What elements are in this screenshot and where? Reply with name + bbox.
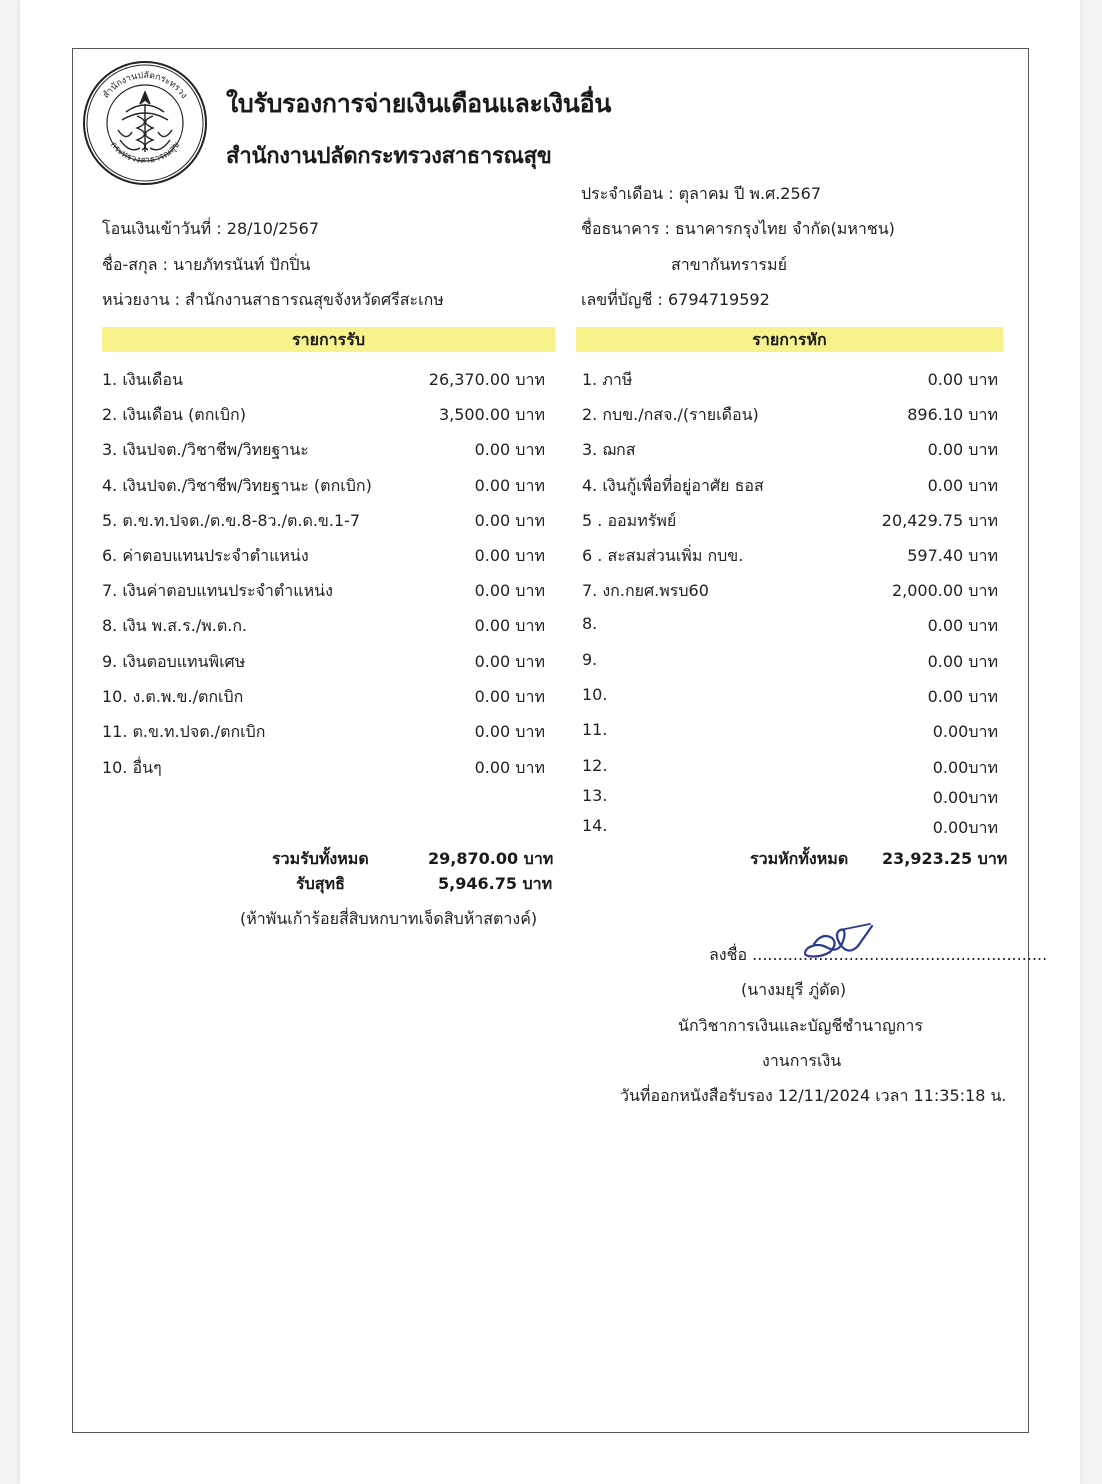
deductions-row — [582, 786, 998, 808]
income-item-amount: 0.00 บาท — [474, 722, 545, 741]
deductions-row — [582, 756, 998, 778]
deductions-row — [582, 816, 998, 838]
signer-name: (นางมยุรี ภู่ดัด) — [741, 980, 847, 999]
deductions-item-amount: 0.00บาท — [932, 722, 998, 741]
income-item-label: 6. ค่าตอบแทนประจำตำแหน่ง — [102, 546, 309, 565]
deductions-item-label: 11. — [582, 720, 608, 739]
deductions-row — [582, 685, 998, 707]
deductions-item-label: 12. — [582, 756, 608, 775]
income-row — [102, 544, 545, 566]
ministry-seal-icon — [82, 60, 208, 186]
income-row — [102, 368, 545, 390]
signer-department: งานการเงิน — [762, 1051, 842, 1070]
income-item-amount: 0.00 บาท — [474, 687, 545, 706]
deductions-row — [582, 509, 998, 531]
deductions-item-label: 6 . สะสมส่วนเพิ่ม กบข. — [582, 546, 744, 565]
deductions-header: รายการหัก — [576, 327, 1003, 352]
account-number: เลขที่บัญชี : 6794719592 — [581, 290, 770, 309]
income-item-label: 7. เงินค่าตอบแทนประจำตำแหน่ง — [102, 581, 333, 600]
income-item-amount: 0.00 บาท — [474, 511, 545, 530]
deductions-item-amount: 0.00 บาท — [927, 476, 998, 495]
income-item-amount: 0.00 บาท — [474, 652, 545, 671]
income-item-amount: 0.00 บาท — [474, 581, 545, 600]
income-row — [102, 474, 545, 496]
deductions-item-amount: 0.00 บาท — [927, 370, 998, 389]
income-row — [102, 720, 545, 742]
net-pay-value: 5,946.75 บาท — [438, 874, 553, 893]
income-total-value: 29,870.00 บาท — [428, 849, 554, 868]
seal-top-text: สำนักงานปลัดกระทรวง — [101, 70, 189, 101]
deductions-item-label: 14. — [582, 816, 608, 835]
deductions-row — [582, 544, 998, 566]
income-item-label: 9. เงินตอบแทนพิเศษ — [102, 652, 246, 671]
income-item-label: 3. เงินปจต./วิชาชีพ/วิทยฐานะ — [102, 440, 309, 459]
income-row — [102, 650, 545, 672]
income-item-amount: 3,500.00 บาท — [438, 405, 545, 424]
deductions-item-amount: 2,000.00 บาท — [891, 581, 998, 600]
deductions-item-label: 3. ฌกส — [582, 440, 636, 459]
deductions-total-label: รวมหักทั้งหมด — [750, 849, 849, 868]
deductions-row — [582, 650, 998, 672]
deductions-total-value: 23,923.25 บาท — [882, 849, 1008, 868]
signature-icon — [800, 918, 880, 964]
income-item-amount: 0.00 บาท — [474, 616, 545, 635]
work-unit: หน่วยงาน : สำนักงานสาธารณสุขจังหวัดศรีสะเกษ — [102, 290, 444, 309]
deductions-item-label: 9. — [582, 650, 598, 669]
income-item-label: 10. อื่นๆ — [102, 758, 162, 777]
deductions-item-label: 7. งก.กยศ.พรบ60 — [582, 581, 709, 600]
deductions-item-label: 1. ภาษี — [582, 370, 633, 389]
deductions-item-amount: 597.40 บาท — [907, 546, 998, 565]
income-item-label: 5. ต.ข.ท.ปจต./ต.ข.8-8ว./ต.ด.ข.1-7 — [102, 511, 361, 530]
income-total-label: รวมรับทั้งหมด — [272, 849, 369, 868]
deductions-item-label: 10. — [582, 685, 608, 704]
deductions-item-label: 8. — [582, 614, 598, 633]
deductions-item-amount: 896.10 บาท — [907, 405, 998, 424]
sign-line: ลงชื่อ .......................................................... — [709, 945, 1048, 964]
income-item-amount: 0.00 บาท — [474, 476, 545, 495]
deductions-item-amount: 0.00 บาท — [927, 616, 998, 635]
income-row — [102, 756, 545, 778]
bank-branch: สาขากันทรารมย์ — [671, 255, 787, 274]
income-item-amount: 0.00 บาท — [474, 758, 545, 777]
employee-name: ชื่อ-สกุล : นายภัทรนันท์ ปักปิ่น — [102, 255, 311, 274]
deductions-row — [582, 368, 998, 390]
deductions-item-amount: 0.00บาท — [932, 788, 998, 807]
income-item-label: 10. ง.ต.พ.ข./ตกเบิก — [102, 687, 244, 706]
deductions-row — [582, 438, 998, 460]
deductions-item-label: 4. เงินกู้เพื่อที่อยู่อาศัย ธอส — [582, 476, 764, 495]
pay-month: ประจำเดือน : ตุลาคม ปี พ.ศ.2567 — [581, 184, 822, 203]
net-pay-label: รับสุทธิ — [296, 874, 345, 893]
issue-datetime: วันที่ออกหนังสือรับรอง 12/11/2024 เวลา 11:35:18 น. — [620, 1086, 1007, 1105]
deductions-item-amount: 20,429.75 บาท — [881, 511, 998, 530]
income-row — [102, 579, 545, 601]
income-row — [102, 685, 545, 707]
transfer-date: โอนเงินเข้าวันที่ : 28/10/2567 — [102, 219, 319, 238]
deductions-item-label: 5 . ออมทรัพย์ — [582, 511, 677, 530]
deductions-item-amount: 0.00 บาท — [927, 652, 998, 671]
income-row — [102, 614, 545, 636]
income-item-label: 2. เงินเดือน (ตกเบิก) — [102, 405, 246, 424]
deductions-row — [582, 579, 998, 601]
income-row — [102, 403, 545, 425]
income-item-label: 4. เงินปจต./วิชาชีพ/วิทยฐานะ (ตกเบิก) — [102, 476, 372, 495]
income-item-amount: 0.00 บาท — [474, 546, 545, 565]
deductions-row — [582, 720, 998, 742]
deductions-item-amount: 0.00 บาท — [927, 687, 998, 706]
income-header: รายการรับ — [102, 327, 555, 352]
deductions-row — [582, 403, 998, 425]
signer-position: นักวิชาการเงินและบัญชีชำนาญการ — [678, 1016, 923, 1035]
income-item-label: 11. ต.ข.ท.ปจต./ตกเบิก — [102, 722, 266, 741]
deductions-item-amount: 0.00บาท — [932, 758, 998, 777]
deductions-item-label: 2. กบข./กสจ./(รายเดือน) — [582, 405, 759, 424]
deductions-item-amount: 0.00บาท — [932, 818, 998, 837]
income-item-amount: 0.00 บาท — [474, 440, 545, 459]
deductions-item-amount: 0.00 บาท — [927, 440, 998, 459]
income-row — [102, 438, 545, 460]
income-item-amount: 26,370.00 บาท — [428, 370, 545, 389]
document-title: ใบรับรองการจ่ายเงินเดือนและเงินอื่น — [226, 89, 612, 118]
bank-name: ชื่อธนาคาร : ธนาคารกรุงไทย จำกัด(มหาชน) — [581, 219, 895, 238]
net-pay-words: (ห้าพันเก้าร้อยสี่สิบหกบาทเจ็ดสิบห้าสตางค์) — [240, 909, 538, 928]
deductions-row — [582, 614, 998, 636]
deductions-item-label: 13. — [582, 786, 608, 805]
income-item-label: 1. เงินเดือน — [102, 370, 183, 389]
income-row — [102, 509, 545, 531]
deductions-row — [582, 474, 998, 496]
seal-bottom-text: กระทรวงสาธารณสุข — [107, 140, 183, 166]
income-item-label: 8. เงิน พ.ส.ร./พ.ต.ก. — [102, 616, 248, 635]
office-name: สำนักงานปลัดกระทรวงสาธารณสุข — [226, 144, 552, 169]
